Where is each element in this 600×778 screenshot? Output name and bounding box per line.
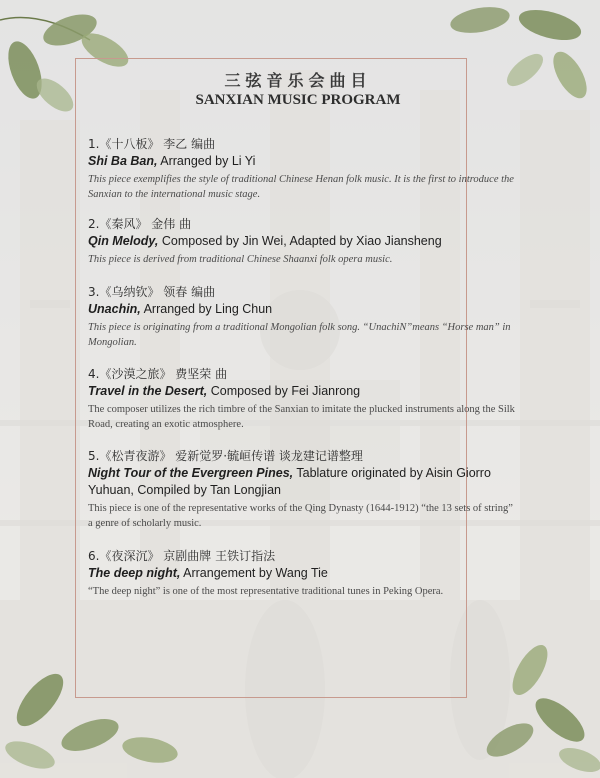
piece-chinese-title: 5.《松青夜游》 爱新觉罗·毓峘传谱 谈龙建记谱整理 xyxy=(88,449,363,463)
piece-chinese-title: 1.《十八板》 李乙 编曲 xyxy=(88,137,216,151)
piece-credit: Tablature originated by Aisin Giorro Yuhuan, Compiled by Tan Longjian xyxy=(88,466,491,497)
program-title-english: SANXIAN MUSIC PROGRAM xyxy=(195,92,401,108)
piece-english-title xyxy=(88,301,518,318)
program-title-chinese: 三弦音乐会曲目 xyxy=(224,71,372,90)
program-item-2 xyxy=(88,216,518,267)
piece-english-title xyxy=(88,153,518,170)
program-item-1 xyxy=(88,136,518,202)
piece-chinese-title: 6.《夜深沉》 京剧曲牌 王铁订指法 xyxy=(88,549,276,563)
piece-credit: Arrangement by Wang Tie xyxy=(180,566,328,580)
piece-english-title xyxy=(88,233,518,250)
piece-chinese-title: 3.《乌纳钦》 领春 编曲 xyxy=(88,285,216,299)
program-item-3 xyxy=(88,284,518,350)
program-item-6 xyxy=(88,548,518,599)
piece-title: The deep night, xyxy=(88,566,181,580)
piece-credit: Composed by Fei Jianrong xyxy=(207,384,361,398)
piece-title: Shi Ba Ban, xyxy=(88,154,158,168)
piece-description: This piece is one of the representative works of the Qing Dynasty (1644-1912) “the 13 sets of string” a genre of scholarly music. xyxy=(88,503,513,529)
program-item-5 xyxy=(88,448,518,531)
piece-title: Travel in the Desert, xyxy=(88,384,208,398)
piece-chinese-title: 4.《沙漠之旅》 费坚荣 曲 xyxy=(88,367,228,381)
piece-description: This piece is derived from traditional Chinese Shaanxi folk opera music. xyxy=(88,254,393,265)
program-item-4 xyxy=(88,366,518,432)
piece-description: “The deep night” is one of the most representative traditional tunes in Peking Opera. xyxy=(88,586,444,597)
piece-english-title xyxy=(88,383,518,400)
piece-title: Night Tour of the Evergreen Pines, xyxy=(88,466,294,480)
leaf-decoration-bottom-right xyxy=(460,630,600,778)
piece-description: This piece exemplifies the style of traditional Chinese Henan folk music. It is the first to introduce the Sanxian to the international music stage. xyxy=(88,174,514,200)
piece-title: Qin Melody, xyxy=(88,234,159,248)
piece-credit: Arranged by Ling Chun xyxy=(140,302,273,316)
piece-credit: Composed by Jin Wei, Adapted by Xiao Jiansheng xyxy=(158,234,442,248)
piece-title: Unachin, xyxy=(88,302,141,316)
piece-description: This piece is originating from a traditional Mongolian folk song. “UnachiN”means “Horse man” in Mongolian. xyxy=(88,322,511,348)
piece-english-title xyxy=(88,565,518,582)
piece-chinese-title: 2.《秦风》 金伟 曲 xyxy=(88,217,192,231)
piece-credit: Arranged by Li Yi xyxy=(157,154,256,168)
piece-description: The composer utilizes the rich timbre of the Sanxian to imitate the plucked instruments along the Silk Road, creating an exotic atmosphere. xyxy=(88,404,515,430)
piece-english-title xyxy=(88,465,518,499)
